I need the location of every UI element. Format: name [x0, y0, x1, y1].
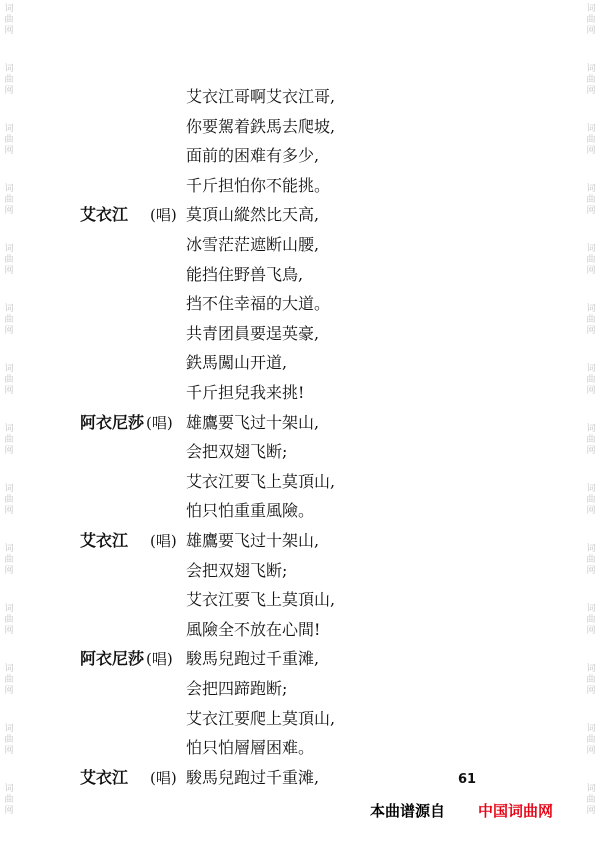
watermark-char: 词: [586, 124, 596, 134]
lyric-text: 千斤担兒我来挑!: [186, 383, 305, 402]
watermark-char: 网: [4, 806, 14, 816]
watermark-char: 词: [586, 484, 596, 494]
lyric-line: [0, 289, 600, 319]
watermark-char: 曲: [586, 795, 596, 805]
lyric-text: 艾衣江要飞上莫頂山,: [186, 472, 336, 491]
watermark-char: 曲: [4, 375, 14, 385]
watermark-char: 词: [586, 364, 596, 374]
watermark-char: 网: [586, 386, 596, 396]
watermark-char: 词: [586, 304, 596, 314]
watermark-char: 曲: [586, 195, 596, 205]
lyric-text: 冰雪茫茫遮断山腰,: [186, 235, 320, 254]
watermark-char: 网: [4, 266, 14, 276]
source-label: 本曲谱源自: [370, 802, 446, 820]
watermark-char: 词: [4, 244, 14, 254]
watermark-char: 网: [4, 386, 14, 396]
lyric-text: 艾衣江哥啊艾衣江哥,: [186, 87, 336, 106]
speaker-name: 艾衣江: [80, 531, 129, 550]
watermark-group: [584, 4, 598, 37]
lyric-line: [0, 733, 600, 763]
watermark-char: 曲: [586, 15, 596, 25]
watermark-char: 曲: [586, 375, 596, 385]
lyric-text: 你要駕着鉄馬去爬坡,: [186, 117, 336, 136]
lyric-line: [0, 674, 600, 704]
watermark-char: 曲: [586, 555, 596, 565]
watermark-char: 网: [586, 506, 596, 516]
lyric-text: 会把双翅飞断;: [186, 442, 288, 461]
watermark-char: 词: [586, 244, 596, 254]
watermark-char: 曲: [4, 15, 14, 25]
watermark-char: 词: [586, 604, 596, 614]
watermark-char: 网: [4, 146, 14, 156]
lyric-text: 能挡住野兽飞鳥,: [186, 265, 304, 284]
lyric-line: [0, 319, 600, 349]
watermark-char: 网: [586, 806, 596, 816]
lyric-text: 千斤担怕你不能挑。: [186, 176, 331, 195]
watermark-char: 网: [4, 626, 14, 636]
watermark-char: 曲: [4, 555, 14, 565]
watermark-char: 曲: [586, 435, 596, 445]
watermark-char: 曲: [4, 135, 14, 145]
lyric-line: [0, 644, 600, 674]
speaker-name: 艾衣江: [80, 768, 129, 787]
watermark-char: 曲: [4, 795, 14, 805]
watermark-char: 网: [4, 686, 14, 696]
watermark-char: 词: [586, 64, 596, 74]
watermark-char: 词: [4, 364, 14, 374]
lyric-line: [0, 704, 600, 734]
lyric-line: [0, 348, 600, 378]
watermark-char: 网: [586, 26, 596, 36]
lyric-text: 風險全不放在心間!: [186, 620, 321, 639]
watermark-char: 曲: [586, 255, 596, 265]
watermark-char: 词: [4, 64, 14, 74]
sing-cue: (唱): [150, 769, 177, 787]
watermark-char: 网: [4, 206, 14, 216]
watermark-char: 词: [4, 4, 14, 14]
watermark-char: 词: [586, 544, 596, 554]
watermark-char: 曲: [4, 435, 14, 445]
watermark-char: 曲: [4, 615, 14, 625]
speaker-name: 阿衣尼莎: [80, 413, 145, 432]
sing-cue: (唱): [150, 206, 177, 224]
source-site-link[interactable]: 中国词曲网: [478, 802, 554, 820]
watermark-char: 词: [4, 784, 14, 794]
lyric-line: [0, 437, 600, 467]
lyric-line: [0, 526, 600, 556]
sing-cue: (唱): [146, 414, 173, 432]
watermark-char: 曲: [586, 315, 596, 325]
lyric-line: [0, 112, 600, 142]
lyric-text: 怕只怕重重風險。: [186, 501, 315, 520]
watermark-char: 曲: [586, 675, 596, 685]
lyric-line: [0, 230, 600, 260]
watermark-char: 词: [4, 724, 14, 734]
speaker-name: 阿衣尼莎: [80, 649, 145, 668]
lyric-text: 莫頂山縱然比天高,: [186, 205, 320, 224]
watermark-char: 网: [4, 746, 14, 756]
lyric-text: 挡不住幸福的大道。: [186, 294, 331, 313]
watermark-char: 网: [586, 146, 596, 156]
lyric-line: [0, 171, 600, 201]
watermark-char: 曲: [586, 495, 596, 505]
lyric-line: [0, 585, 600, 615]
lyric-text: 雄鷹要飞过十架山,: [186, 413, 320, 432]
lyric-line: [0, 260, 600, 290]
watermark-char: 网: [4, 566, 14, 576]
lyric-line: [0, 496, 600, 526]
watermark-char: 词: [4, 424, 14, 434]
speaker-name: 艾衣江: [80, 205, 129, 224]
watermark-char: 网: [586, 626, 596, 636]
watermark-char: 词: [4, 304, 14, 314]
lyric-text: 駿馬兒跑过千重滩,: [186, 649, 320, 668]
lyric-text: 駿馬兒跑过千重滩,: [186, 768, 320, 787]
watermark-char: 网: [4, 26, 14, 36]
watermark-char: 网: [4, 446, 14, 456]
watermark-char: 曲: [586, 735, 596, 745]
watermark-char: 词: [4, 484, 14, 494]
lyric-text: 会把四蹄跑断;: [186, 679, 288, 698]
watermark-group: [2, 4, 16, 37]
watermark-char: 曲: [4, 75, 14, 85]
watermark-char: 词: [4, 184, 14, 194]
lyric-line: [0, 141, 600, 171]
lyric-text: 会把双翅飞断;: [186, 561, 288, 580]
lyric-line: [0, 200, 600, 230]
watermark-char: 曲: [4, 495, 14, 505]
watermark-char: 网: [4, 506, 14, 516]
lyric-line: [0, 556, 600, 586]
watermark-char: 网: [586, 326, 596, 336]
watermark-char: 曲: [586, 615, 596, 625]
watermark-char: 曲: [586, 135, 596, 145]
watermark-char: 词: [586, 784, 596, 794]
watermark-char: 网: [586, 686, 596, 696]
lyric-text: 怕只怕層層困难。: [186, 738, 315, 757]
watermark-char: 曲: [4, 675, 14, 685]
watermark-char: 曲: [4, 255, 14, 265]
watermark-char: 词: [586, 664, 596, 674]
watermark-char: 词: [4, 604, 14, 614]
watermark-char: 曲: [4, 195, 14, 205]
lyric-line: [0, 378, 600, 408]
lyric-text: 面前的困难有多少,: [186, 146, 320, 165]
watermark-char: 词: [586, 184, 596, 194]
watermark-char: 网: [586, 206, 596, 216]
lyric-line: [0, 467, 600, 497]
watermark-char: 词: [4, 664, 14, 674]
lyric-text: 共青团員要逞英豪,: [186, 324, 320, 343]
watermark-char: 网: [586, 86, 596, 96]
watermark-char: 词: [4, 544, 14, 554]
sing-cue: (唱): [146, 650, 173, 668]
lyric-line: [0, 82, 600, 112]
watermark-char: 网: [586, 746, 596, 756]
watermark-char: 词: [4, 124, 14, 134]
watermark-char: 曲: [4, 315, 14, 325]
lyric-line: [0, 408, 600, 438]
watermark-char: 网: [586, 446, 596, 456]
lyric-text: 雄鷹要飞过十架山,: [186, 531, 320, 550]
watermark-char: 网: [4, 86, 14, 96]
watermark-char: 网: [4, 326, 14, 336]
watermark-char: 词: [586, 424, 596, 434]
lyric-text: 艾衣江要飞上莫頂山,: [186, 590, 336, 609]
watermark-char: 词: [586, 4, 596, 14]
page-number: 61: [458, 772, 477, 787]
watermark-char: 网: [586, 266, 596, 276]
watermark-char: 词: [586, 724, 596, 734]
lyric-text: 鉄馬闖山开道,: [186, 353, 288, 372]
sing-cue: (唱): [150, 532, 177, 550]
watermark-char: 曲: [586, 75, 596, 85]
watermark-char: 曲: [4, 735, 14, 745]
lyric-line: [0, 615, 600, 645]
watermark-char: 网: [586, 566, 596, 576]
lyric-text: 艾衣江要爬上莫頂山,: [186, 709, 336, 728]
lyric-line: [0, 763, 600, 793]
